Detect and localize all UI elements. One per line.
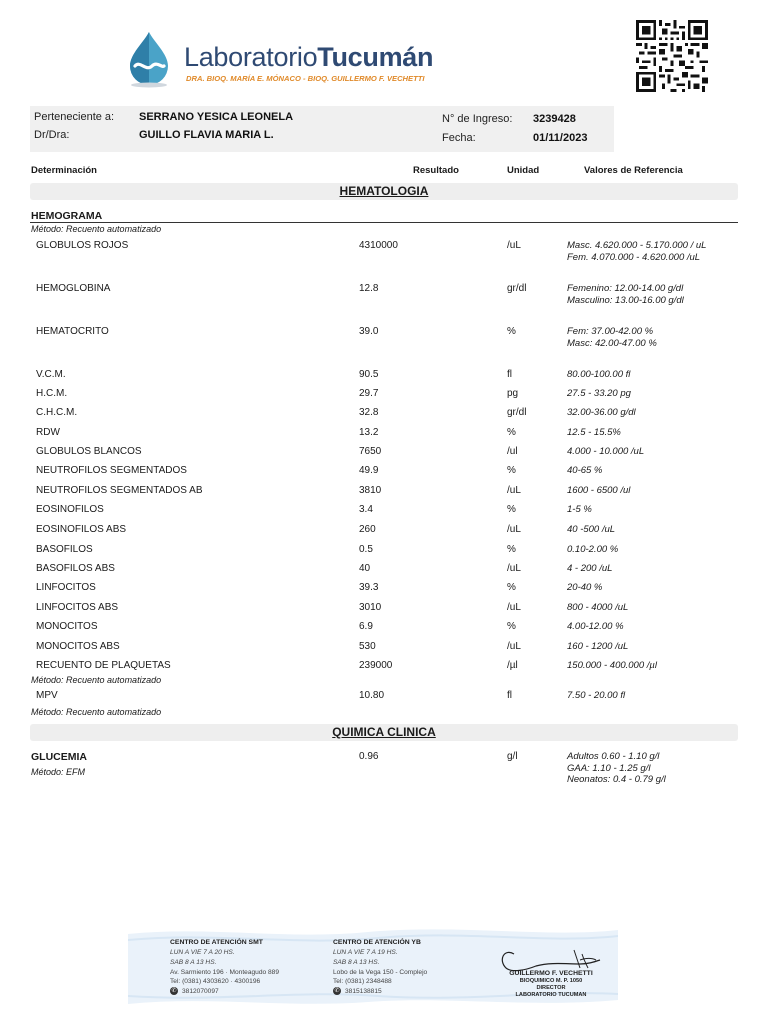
laboratory-subtitle: DRA. BIOQ. MARÍA E. MÓNACO - BIOQ. GUILLERMO F. VECHETTI xyxy=(186,74,425,83)
section-title-quimica: QUIMICA CLINICA xyxy=(332,725,436,739)
ref-line: 80.00-100.00 fl xyxy=(567,369,631,380)
ref-line: 1-5 % xyxy=(567,504,592,515)
footer-smt-whatsapp xyxy=(170,987,219,997)
table-row-mpv xyxy=(0,690,768,706)
row-reference xyxy=(567,544,618,556)
table-row xyxy=(0,407,768,423)
column-header-determinacion: Determinación xyxy=(31,165,97,176)
row-unit: fl xyxy=(507,690,512,701)
row-unit: gr/dl xyxy=(507,283,527,294)
row-name: V.C.M. xyxy=(36,369,66,380)
row-reference xyxy=(567,240,706,263)
row-name: EOSINOFILOS ABS xyxy=(36,524,127,535)
mpv-method: Método: Recuento automatizado xyxy=(31,707,162,717)
footer-yb-hours-weekday: LUN A VIE 7 A 19 HS. xyxy=(333,949,398,956)
ref-line: Fem: 37.00-42.00 % xyxy=(567,326,654,337)
table-row xyxy=(0,582,768,598)
whatsapp-icon: ✆ xyxy=(171,988,177,995)
row-unit: fl xyxy=(507,369,512,380)
footer-yb-title: CENTRO DE ATENCIÓN YB xyxy=(333,939,421,946)
plaquetas-method: Método: Recuento automatizado xyxy=(31,675,162,685)
row-reference xyxy=(567,524,615,536)
row-unit: pg xyxy=(507,388,519,399)
belongs-label: Perteneciente a: xyxy=(34,111,115,123)
brand-bold: Tucumán xyxy=(317,42,434,72)
row-name: MPV xyxy=(36,690,58,701)
row-name: RDW xyxy=(36,427,60,438)
ref-line: Femenino: 12.00-14.00 g/dl xyxy=(567,283,684,294)
ref-line: 4 - 200 /uL xyxy=(567,563,613,574)
ingreso-number: 3239428 xyxy=(533,113,576,125)
brand-light: Laboratorio xyxy=(184,42,318,72)
row-unit: gr/dl xyxy=(507,407,527,418)
hemograma-title: HEMOGRAMA xyxy=(31,210,103,222)
whatsapp-number: 3812070097 xyxy=(182,988,219,995)
row-reference xyxy=(567,465,602,477)
ref-line: 20-40 % xyxy=(567,582,603,593)
table-row xyxy=(0,240,768,263)
doctor-name: GUILLO FLAVIA MARIA L. xyxy=(139,129,274,141)
row-reference xyxy=(567,602,628,614)
footer-smt-phone: Tel: (0381) 4303620 · 4300196 xyxy=(170,978,261,985)
row-result: 90.5 xyxy=(359,369,379,380)
ref-line: 32.00-36.00 g/dl xyxy=(567,407,636,418)
section-title-hematologia: HEMATOLOGIA xyxy=(339,184,429,198)
row-result: 0.5 xyxy=(359,544,373,555)
glucemia-title: GLUCEMIA xyxy=(31,751,87,763)
row-name: MONOCITOS ABS xyxy=(36,641,120,652)
table-row xyxy=(0,485,768,501)
row-unit: % xyxy=(507,427,516,438)
row-result: 6.9 xyxy=(359,621,373,632)
row-unit: /uL xyxy=(507,524,521,535)
row-name: RECUENTO DE PLAQUETAS xyxy=(36,660,171,671)
table-row xyxy=(0,660,768,676)
column-header-referencia: Valores de Referencia xyxy=(584,165,683,176)
laboratory-logo-icon xyxy=(126,30,172,88)
row-unit: /uL xyxy=(507,240,521,251)
row-unit: /uL xyxy=(507,602,521,613)
table-row xyxy=(0,621,768,637)
row-name: MONOCITOS xyxy=(36,621,98,632)
row-name: GLOBULOS BLANCOS xyxy=(36,446,142,457)
table-row xyxy=(0,388,768,404)
row-name: NEUTROFILOS SEGMENTADOS xyxy=(36,465,187,476)
row-result: 7650 xyxy=(359,446,382,457)
row-reference xyxy=(567,582,602,594)
table-row xyxy=(0,504,768,520)
column-header-unidad: Unidad xyxy=(507,165,540,176)
row-reference: 7.50 - 20.00 fl xyxy=(567,690,626,701)
row-result: 29.7 xyxy=(359,388,379,399)
table-row xyxy=(0,369,768,385)
footer-yb-address: Lobo de la Vega 150 - Complejo xyxy=(333,969,428,976)
row-unit: % xyxy=(507,544,516,555)
ref-line: 800 - 4000 /uL xyxy=(567,602,629,613)
signature-license: BIOQUIMICO M. P. 1050 xyxy=(519,978,583,984)
section-band-quimica xyxy=(30,724,738,741)
row-result: 239000 xyxy=(359,660,393,671)
signature-lab: LABORATORIO TUCUMAN xyxy=(515,992,587,998)
ref-line: 0.10-2.00 % xyxy=(567,544,619,555)
doctor-label: Dr/Dra: xyxy=(34,129,70,141)
row-result: 13.2 xyxy=(359,427,379,438)
qr-code-icon xyxy=(636,20,708,92)
row-result: 49.9 xyxy=(359,465,379,476)
row-unit: /uL xyxy=(507,485,521,496)
ref-line: 40 -500 /uL xyxy=(567,524,616,535)
row-result: 260 xyxy=(359,524,376,535)
ref-line: 160 - 1200 /uL xyxy=(567,641,629,652)
row-unit: % xyxy=(507,582,516,593)
row-reference xyxy=(567,326,657,349)
footer-yb-whatsapp xyxy=(333,987,382,997)
row-result: 40 xyxy=(359,563,371,574)
column-header-resultado: Resultado xyxy=(413,165,459,176)
row-reference xyxy=(567,621,624,633)
ref-line: 27.5 - 33.20 pg xyxy=(567,388,631,399)
row-result: 39.0 xyxy=(359,326,379,337)
fecha-value: 01/11/2023 xyxy=(533,132,588,144)
table-row xyxy=(0,524,768,540)
ref-line: 4.00-12.00 % xyxy=(567,621,624,632)
row-reference xyxy=(567,485,630,497)
hemograma-divider xyxy=(30,222,738,223)
row-result: 0.96 xyxy=(359,751,379,762)
table-row xyxy=(0,641,768,657)
row-unit: % xyxy=(507,621,516,632)
row-reference xyxy=(567,446,644,458)
row-result: 10.80 xyxy=(359,690,385,701)
hemograma-method: Método: Recuento automatizado xyxy=(31,224,162,234)
ref-line: Masculino: 13.00-16.00 g/dl xyxy=(567,294,684,306)
row-name: GLOBULOS ROJOS xyxy=(36,240,129,251)
table-row xyxy=(0,544,768,560)
row-reference xyxy=(567,369,630,381)
row-reference xyxy=(567,427,621,439)
row-reference xyxy=(567,660,657,672)
whatsapp-icon: ✆ xyxy=(334,988,340,995)
row-reference xyxy=(567,751,666,786)
ref-line: 1600 - 6500 /ul xyxy=(567,485,631,496)
row-name: EOSINOFILOS xyxy=(36,504,104,515)
row-reference xyxy=(567,283,684,306)
ref-line: Neonatos: 0.4 - 0.79 g/l xyxy=(567,774,666,785)
row-reference xyxy=(567,407,636,419)
fecha-label: Fecha: xyxy=(442,132,476,144)
footer-yb-phone: Tel: (0381) 2348488 xyxy=(333,978,392,985)
row-unit: g/l xyxy=(507,751,518,762)
row-name: LINFOCITOS ABS xyxy=(36,602,119,613)
row-name: BASOFILOS ABS xyxy=(36,563,115,574)
ref-line: Masc. 4.620.000 - 5.170.000 / uL xyxy=(567,240,707,251)
row-result: 12.8 xyxy=(359,283,379,294)
table-row xyxy=(0,427,768,443)
row-unit: % xyxy=(507,465,516,476)
row-reference xyxy=(567,388,631,400)
footer-smt-hours-saturday: SAB 8 A 13 HS. xyxy=(170,959,217,966)
table-row xyxy=(0,283,768,306)
row-name: H.C.M. xyxy=(36,388,68,399)
row-name: C.H.C.M. xyxy=(36,407,78,418)
row-result: 39.3 xyxy=(359,582,379,593)
row-name: NEUTROFILOS SEGMENTADOS AB xyxy=(36,485,203,496)
ref-line: 4.000 - 10.000 /uL xyxy=(567,446,645,457)
row-result: 3010 xyxy=(359,602,382,613)
row-unit: /uL xyxy=(507,641,521,652)
ref-line: Adultos 0.60 - 1.10 g/l xyxy=(567,751,660,762)
table-row xyxy=(0,446,768,462)
ref-line: 40-65 % xyxy=(567,465,603,476)
footer-yb-hours-saturday: SAB 8 A 13 HS. xyxy=(333,959,380,966)
row-unit: % xyxy=(507,326,516,337)
patient-info-box xyxy=(30,106,614,152)
footer-smt-hours-weekday: LUN A VIE 7 A 20 HS. xyxy=(170,949,235,956)
footer-smt-address: Av. Sarmiento 196 · Monteagudo 889 xyxy=(170,969,279,976)
row-unit: /ul xyxy=(507,446,518,457)
signature-role: DIRECTOR xyxy=(536,985,566,991)
ref-line: Fem. 4.070.000 - 4.620.000 /uL xyxy=(567,251,701,263)
row-reference xyxy=(567,563,612,575)
row-name: HEMOGLOBINA xyxy=(36,283,111,294)
laboratory-brand xyxy=(184,42,433,73)
ref-line: Masc: 42.00-47.00 % xyxy=(567,337,657,349)
glucemia-method: Método: EFM xyxy=(31,767,86,777)
table-row xyxy=(0,326,768,349)
table-row xyxy=(0,563,768,579)
signature-name: GUILLERMO F. VECHETTI xyxy=(509,970,593,977)
row-reference xyxy=(567,504,592,516)
row-result: 3.4 xyxy=(359,504,373,515)
patient-name: SERRANO YESICA LEONELA xyxy=(139,111,294,123)
row-result: 3810 xyxy=(359,485,382,496)
row-unit: % xyxy=(507,504,516,515)
section-band-hematologia xyxy=(30,183,738,200)
whatsapp-number: 3815138815 xyxy=(345,988,382,995)
row-result: 4310000 xyxy=(359,240,398,251)
row-unit: /µl xyxy=(507,660,518,671)
row-name: LINFOCITOS xyxy=(36,582,96,593)
footer-smt-title: CENTRO DE ATENCIÓN SMT xyxy=(170,939,263,946)
row-result: 530 xyxy=(359,641,376,652)
ref-line: 150.000 - 400.000 /µl xyxy=(567,660,657,671)
ref-line: 12.5 - 15.5% xyxy=(567,427,621,438)
ref-line: GAA: 1.10 - 1.25 g/l xyxy=(567,762,651,774)
row-result: 32.8 xyxy=(359,407,379,418)
row-name: HEMATOCRITO xyxy=(36,326,109,337)
ingreso-label: N° de Ingreso: xyxy=(442,113,513,125)
row-unit: /uL xyxy=(507,563,521,574)
table-row xyxy=(0,602,768,618)
table-row xyxy=(0,465,768,481)
row-name: BASOFILOS xyxy=(36,544,93,555)
row-reference xyxy=(567,641,628,653)
